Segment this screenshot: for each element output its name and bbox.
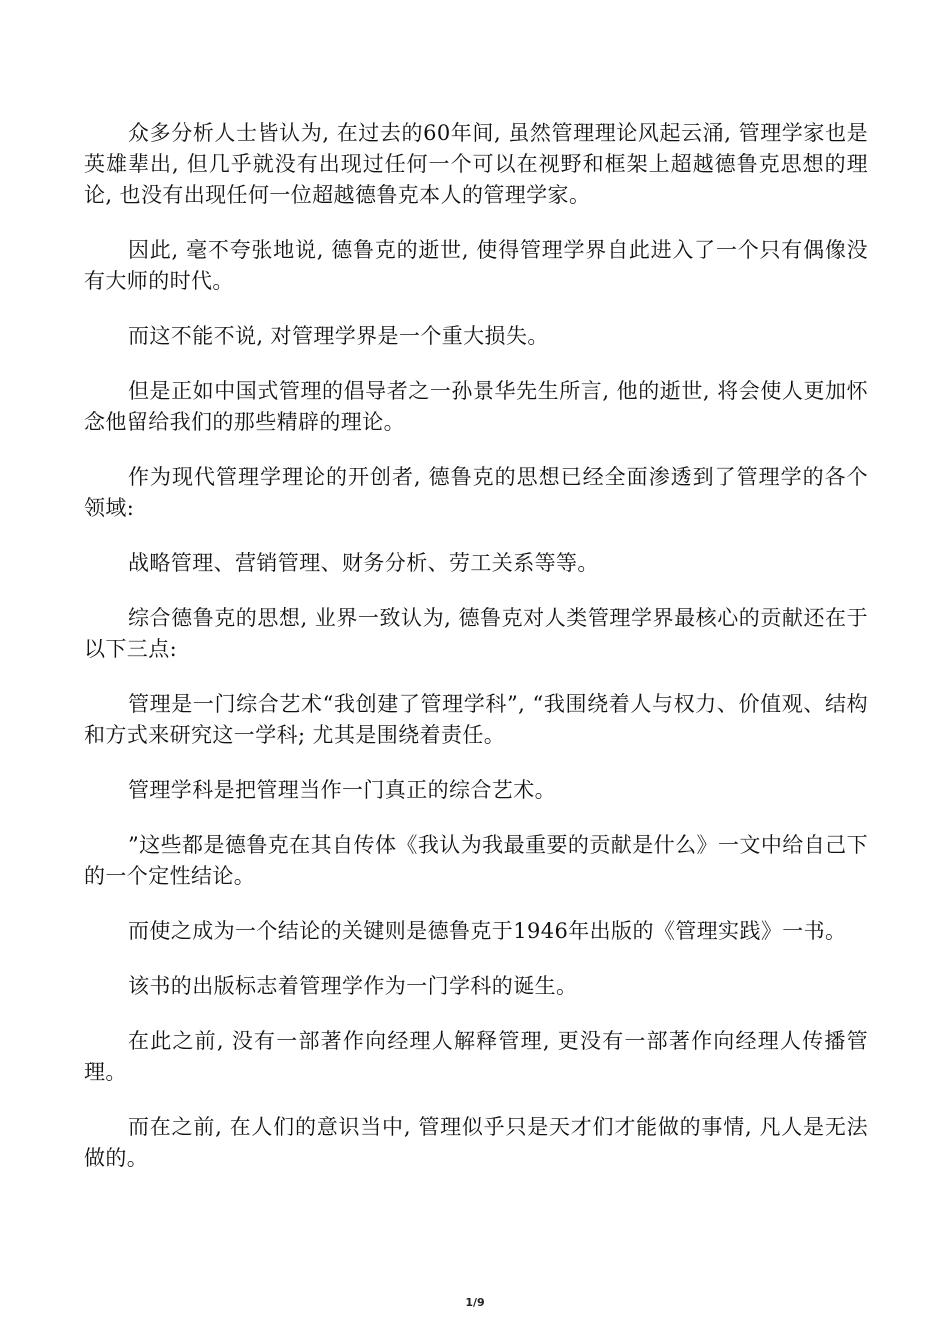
paragraph: 管理学科是把管理当作一门真正的综合艺术。 (128, 778, 556, 802)
paragraph: 战略管理、营销管理、财务分析、劳工关系等等。 (128, 551, 599, 575)
paragraph: 众多分析人士皆认为, 在过去的60年间, 虽然管理理论风起云涌, 管理学家也是英雄辈出, 但几乎就没有出现过任何一个可以在视野和框架上超越德鲁克思想的理论, 也没有出现任何一位超越德鲁克本人的管理学家。 (84, 121, 868, 207)
paragraph: 在此之前, 没有一部著作向经理人解释管理, 更没有一部著作向经理人传播管理。 (84, 1029, 868, 1084)
paragraph: 因此, 毫不夸张地说, 德鲁克的逝世, 使得管理学界自此进入了一个只有偶像没有大师的时代。 (84, 238, 868, 293)
paragraph: 而使之成为一个结论的关键则是德鲁克于1946年出版的《管理实践》一书。 (128, 919, 847, 943)
paragraph: 而在之前, 在人们的意识当中, 管理似乎只是天才们才能做的事情, 凡人是无法做的。 (84, 1115, 868, 1170)
page-number: 1/9 (465, 1296, 485, 1309)
paragraph: ”这些都是德鲁克在其自传体《我认为我最重要的贡献是什么》一文中给自己下的一个定性结论。 (84, 833, 868, 888)
paragraph: 管理是一门综合艺术“我创建了管理学科”, “我围绕着人与权力、价值观、结构和方式来研究这一学科; 尤其是围绕着责任。 (84, 692, 868, 747)
document-body (84, 118, 868, 1198)
paragraph: 综合德鲁克的思想, 业界一致认为, 德鲁克对人类管理学界最核心的贡献还在于以下三点: (84, 606, 868, 661)
paragraph: 但是正如中国式管理的倡导者之一孙景华先生所言, 他的逝世, 将会使人更加怀念他留给我们的那些精辟的理论。 (84, 379, 868, 434)
paragraph: 该书的出版标志着管理学作为一门学科的诞生。 (128, 974, 578, 998)
paragraph: 作为现代管理学理论的开创者, 德鲁克的思想已经全面渗透到了管理学的各个领域: (84, 465, 868, 520)
paragraph: 而这不能不说, 对管理学界是一个重大损失。 (128, 324, 549, 348)
